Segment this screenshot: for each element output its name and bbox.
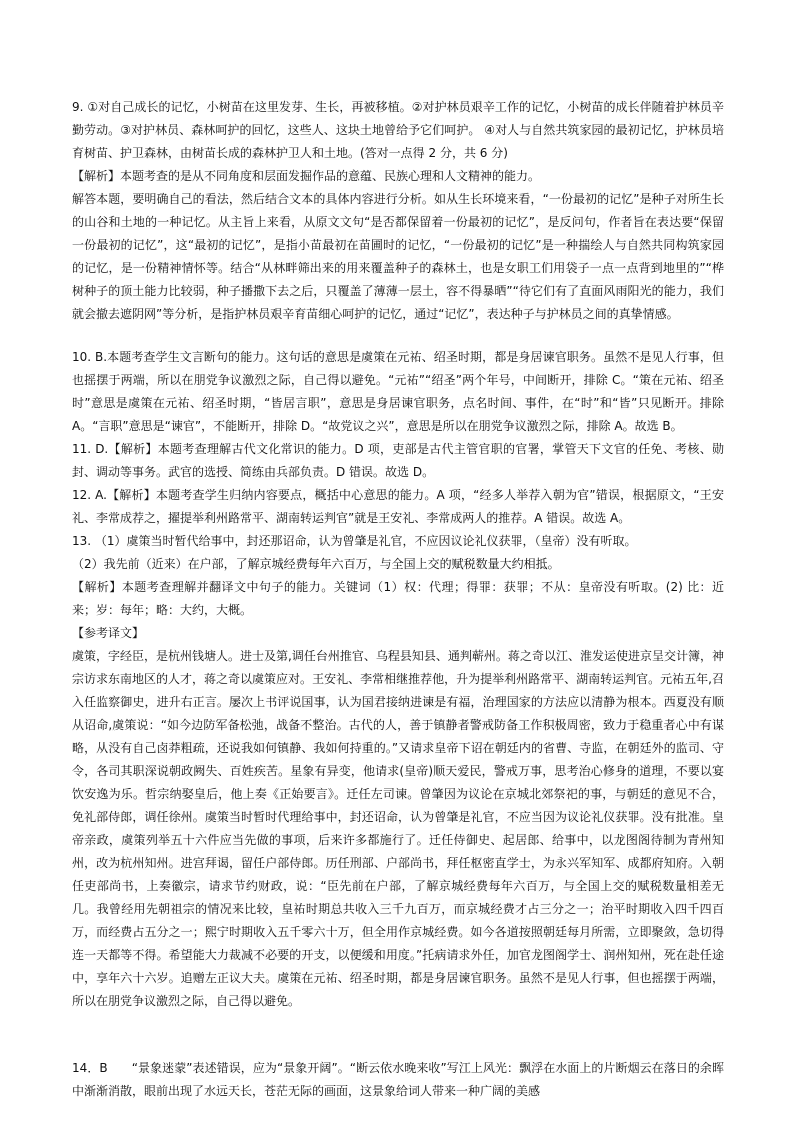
- q13-answer-2: （2）我先前（近来）在户部，了解京城经费每年六百万，与全国上交的赋税数量大约相抵。: [72, 557, 560, 571]
- q13-analysis: 【解析】本题考查理解并翻译文中句子的能力。关键词（1）权：代理；得罪：获罪；不从：皇帝没有听取。(2) 比：近来；岁：每年；略：大约，大概。: [72, 580, 724, 617]
- q12-answer: 12. A.【解析】本题考查学生归纳内容要点，概括中心意思的能力。A 项，“经多人举荐入朝为官”错误，根据原文，“王安礼、李常成荐之，擢提举利州路常平、湖南转运判官”就是王安礼、李常成两人的推荐。A 错误。故选 A。: [72, 488, 724, 525]
- q9-analysis-heading: 【解析】本题考查的是从不同角度和层面发掘作品的意蕴、民族心理和人文精神的能力。: [72, 169, 541, 183]
- q9-answer: 9. ①对自己成长的记忆，小树苗在这里发芽、生长，再被移植。②对护林员艰辛工作的记忆，小树苗的成长伴随着护林员辛勤劳动。③对护林员、森林呵护的回忆，这些人、这块土地曾给予它们呵护。 ④对人与自然共筑家园的最初记忆，护林员培育树苗、护卫森林，由树苗长成的森林护卫人和土地。(答对一点得 2 分，共 6 分): [72, 100, 724, 160]
- paragraph-gap: [72, 326, 724, 346]
- q14-answer: 14．B “景象迷蒙”表述错误，应为“景象开阔”。“断云依水晚来收”写江上风光：飘浮在水面上的片断烟云在落日的余晖中渐渐消散，眼前出现了水远天长，苍茫无际的画面，这景象给词人带来一种广阔的美感: [72, 1061, 724, 1098]
- paragraph-gap: [72, 1013, 724, 1057]
- q11-answer: 11. D.【解析】本题考查理解古代文化常识的能力。D 项，吏部是古代主管官职的官署，掌管天下文官的任免、考核、勋封、调动等事务。武官的选授、简练由兵部负责。D 错误。故选 D。: [72, 442, 724, 479]
- q10-answer: 10. B.本题考查学生文言断句的能力。这句话的意思是虞策在元祐、绍圣时期，都是身居谏官职务。虽然不是见人行事，但也摇摆于两端，所以在朋党争议激烈之际，自己得以避免。“元祐”“绍圣”两个年号，中间断开，排除 C。“策在元祐、绍圣时”意思是虞策在元祐、绍圣时期，“皆居言职”，意思是身居谏官职务，点名时间、事件，在“时”和“皆”只见断开。排除 A。“言职”意思是“谏官”，不能断开，排除 D。“故党议之兴”，意思是所以在朋党争议激烈之际，排除 A。故选 B。: [72, 350, 724, 433]
- q9-analysis-body: 解答本题，要明确自己的看法，然后结合文本的具体内容进行分析。如从生长环境来看，“一份最初的记忆”是种子对所生长的山谷和土地的一种记忆。从主旨上来看，从原文文句“是否都保留着一份最初的记忆”，是反问句，作者旨在表达要“保留一份最初的记忆”，这“最初的记忆”，是指小苗最初在苗圃时的记忆，“一份最初的记忆”是一种揣绘人与自然共同构筑家园的记忆，是一份精神情怀等。结合“从林畔筛出来的用来覆盖种子的森林土，也是女职工们用袋子一点一点背到地里的”“桦树种子的顶土能力比较弱，种子播撒下去之后，只覆盖了薄薄一层土，容不得暴晒”“待它们有了直面风雨阳光的能力，我们就会撤去遮阴网”等分析，是指护林员艰辛育苗细心呵护的记忆，通过“记忆”，表达种子与护林员之间的真挚情感。: [72, 192, 724, 321]
- reference-translation-body: 虞策，字经臣，是杭州钱塘人。进士及第,调任台州推官、乌程县知县、通判蕲州。蒋之奇以江、淮发运使进京呈交计簿，神宗访求东南地区的人才，蒋之奇以虞策应对。王安礼、李常相继推荐他，升为提举利州路常平、湖南转运判官。元祐五年,召入任监察御史，进升右正言。屡次上书评说国事，认为国君接纳进谏是有福，治理国家的方法应以清静为根本。西夏没有顺从诏命,虞策说：“如今边防军备松弛，战备不整治。古代的人，善于镇静者警戒防备工作积极周密，致力于稳重者心中有谋略，从没有自己卤莽粗疏，还说我如何镇静、我如何持重的。”又请求皇帝下诏在朝廷内的省曹、寺监，在朝廷外的监司、守令，各司其职深说朝政阙失、百姓疾苦。星象有异变，他请求(皇帝)顺天爱民，警戒万事，思考治心修身的道理，不要以宴饮安逸为乐。哲宗纳娶皇后，他上奏《正始要言》。迁任左司谏。曾肇因为议论在京城北郊祭祀的事，与朝廷的意见不合，免礼部侍郎，调任徐州。虞策当时暂时代理给事中，封还诏命，认为曾肇是礼官，不应当因为议论礼仪获罪。没有批准。皇帝亲政，虞策列举五十六件应当先做的事项，后来许多都施行了。迁任侍御史、起居郎、给事中，以龙图阁待制为青州知州，改为杭州知州。进宫拜谒，留任户部侍郎。历任刑部、户部尚书，拜任枢密直学士，为永兴军知军、成都府知府。入朝任吏部尚书，上奏徽宗，请求节约财政，说：“臣先前在户部，了解京城经费每年六百万，与全国上交的赋税数量相差无几。我曾经用先朝祖宗的情况来比较，皇祐时期总共收入三千九百万，而京城经费才占三分之一；治平时期收入四千四百万，而经费占五分之一；熙宁时期收入五千零六十万，但全用作京城经费。如今各道按照朝廷每月所需，立即聚敛，急切得连一天都等不得。希望能大力裁减不必要的开支，以便缓和用度。”托病请求外任，加官龙图阁学士、润州知州，死在赴任途中，享年六十六岁。追赠左正议大夫。虞策在元祐、绍圣时期，都是身居谏官职务。虽然不是见人行事，但也摇摆于两端，所以在朋党争议激烈之际，自己得以避免。: [72, 649, 724, 1008]
- reference-translation-heading: 【参考译文】: [72, 626, 145, 640]
- q13-answer-1: 13. （1）虞策当时暂代给事中，封还那诏命，认为曾肇是礼官，不应因议论礼仪获罪，（皇帝）没有听取。: [72, 534, 637, 548]
